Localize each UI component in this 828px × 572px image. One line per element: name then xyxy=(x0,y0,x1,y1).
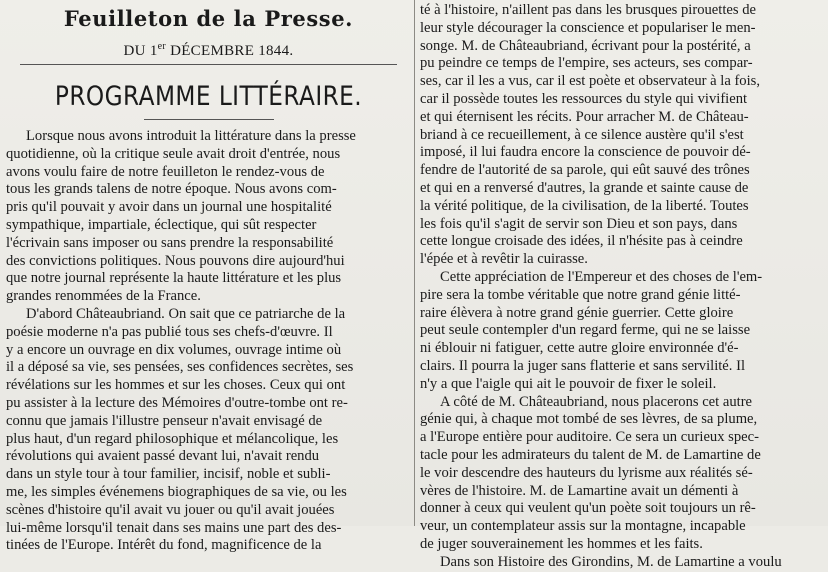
text-line: veur, un contemplateur assis sur la montagne, incapable xyxy=(420,518,746,535)
text-line: raire élèvera à notre grand génie guerrier. Cette gloire xyxy=(420,304,734,321)
text-line: et qui en a renversé d'autres, la grande et sainte cause de xyxy=(420,179,749,196)
text-line: car il possède toutes les ressources du style qui vivifient xyxy=(420,90,748,107)
text-line: pu assister à la lecture des Mémoires d'outre-tombe ont re- xyxy=(6,394,348,411)
text-line: Dans son Histoire des Girondins, M. de Lamartine a voulu xyxy=(440,553,782,570)
text-line: plus haut, d'un regard philosophique et mélancolique, les xyxy=(6,430,339,447)
text-line: l'écrivain sans imposer ou sans prendre la responsabilité xyxy=(6,234,334,251)
text-line: vères de l'histoire. M. de Lamartine avait un démenti à xyxy=(420,482,739,499)
dateline xyxy=(6,34,411,60)
text-line: clairs. Il pourra la juger sans flatterie et sans servilité. Il xyxy=(420,357,745,374)
text-line: les fois qu'il s'agit de servir son Dieu et son pays, dans xyxy=(420,215,738,232)
text-line: peut seule contempler d'un regard ferme, qui ne se laisse xyxy=(420,322,751,339)
text-line: poésie moderne n'a pas publié tous ses chefs-d'œuvre. Il xyxy=(6,323,333,340)
masthead-rule xyxy=(20,64,397,65)
text-line: leur style décourager la conscience et populariser le men- xyxy=(420,19,756,36)
dateline-superscript: er xyxy=(157,41,167,52)
text-line: D'abord Châteaubriand. On sait que ce patriarche de la xyxy=(26,305,346,322)
column-divider xyxy=(414,0,415,526)
right-column xyxy=(420,0,824,570)
text-line: que notre journal représente la haute littérature et les plus xyxy=(6,270,342,287)
text-line: et qui éternisent les récits. Pour arracher M. de Château- xyxy=(420,108,749,125)
text-line: révolutions qui avaient passé devant lui, n'avait rendu xyxy=(6,448,320,465)
text-line: tous les grands talens de notre époque. Nous avons com- xyxy=(6,181,337,198)
text-line: pu peindre ce temps de l'empire, ses acteurs, ses compar- xyxy=(420,55,753,72)
article-headline: PROGRAMME LITTÉRAIRE. xyxy=(54,81,363,112)
text-line: tacle pour les admirateurs du talent de M. de Lamartine de xyxy=(420,446,761,463)
text-line: lui-même lorsqu'il tenait dans ses mains une part des des- xyxy=(6,519,342,536)
text-line: des convictions politiques. Nous pouvons dire aujourd'hui xyxy=(6,252,345,269)
masthead: Feuilleton de la Presse. xyxy=(63,6,354,31)
text-line: tinées de l'Europe. Intérêt du fond, magnificence de la xyxy=(6,537,322,554)
text-line: de juger souverainement les hommes et les faits. xyxy=(420,535,703,552)
text-line: ses, car il les a vus, car il est poète et observateur à la fois, xyxy=(420,73,760,90)
text-line: A côté de M. Châteaubriand, nous placerons cet autre xyxy=(440,393,753,410)
headline-rule xyxy=(144,119,274,120)
text-line: sympathique, impartiale, éclectique, qui sût respecter xyxy=(6,216,317,233)
text-line: pris qu'il pouvait y avoir dans un journal une hospitalité xyxy=(6,199,332,216)
text-line: n'y a que l'aigle qui ait le pouvoir de fixer le soleil. xyxy=(420,375,717,392)
text-line: donner à ceux qui veulent qu'un poète soit toujours un rê- xyxy=(420,500,756,517)
dateline-prefix: DU 1 xyxy=(123,43,158,59)
text-line: grandes renommées de la France. xyxy=(6,288,201,305)
text-line: cette longue croisade des idées, il n'hésite pas à ceindre xyxy=(420,233,743,250)
text-line: la vérité politique, de la civilisation, de la liberté. Toutes xyxy=(420,197,749,214)
text-line: le voir descendre des hauteurs du lyrisme aux réalités sé- xyxy=(420,464,753,481)
text-line: me, les simples événemens biographiques de sa vie, ou les xyxy=(6,483,347,500)
text-line: briand à ce recueillement, à ce silence austère qu'il s'est xyxy=(420,126,744,143)
text-line: Lorsque nous avons introduit la littérature dans la presse xyxy=(26,128,356,144)
text-line: dans un style tour à tour familier, incisif, noble et subli- xyxy=(6,466,331,483)
left-column xyxy=(6,0,411,554)
left-article-body xyxy=(6,128,411,555)
text-line: génie qui, à chaque mot tombé de ses lèvres, de sa plume, xyxy=(420,411,758,428)
text-line: fendre de l'autorité de sa parole, qui eût sauvé des trônes xyxy=(420,162,750,179)
dateline-suffix: DÉCEMBRE 1844. xyxy=(166,43,294,59)
text-line: y a encore un ouvrage en dix volumes, ouvrage intime où xyxy=(6,341,342,358)
text-line: quotidienne, où la critique seule avait droit d'entrée, nous xyxy=(6,145,341,162)
text-line: pire sera la tombe véritable que notre grand génie litté- xyxy=(420,286,741,303)
text-line: connu que jamais l'illustre penseur n'avait envisagé de xyxy=(6,412,323,429)
text-line: té à l'histoire, n'aillent pas dans les brusques pirouettes de xyxy=(420,2,756,18)
text-line: songe. M. de Châteaubriand, écrivant pour la postérité, a xyxy=(420,37,751,54)
text-line: imposé, il lui faudra encore la conscience de pouvoir dé- xyxy=(420,144,751,161)
text-line: Cette appréciation de l'Empereur et des choses de l'em- xyxy=(440,268,763,285)
text-line: révélations sur les hommes et sur les choses. Ceux qui ont xyxy=(6,377,346,394)
text-line: avons voulu faire de notre feuilleton le rendez-vous de xyxy=(6,163,325,180)
text-line: il a déposé sa vie, ses pensées, ses confidences secrètes, ses xyxy=(6,359,354,376)
text-line: a l'Europe entière pour auditoire. Ce sera un curieux spec- xyxy=(420,429,759,446)
right-article-body xyxy=(420,2,824,572)
text-line: scènes d'histoire qu'il avait vu jouer ou qu'il avait jouées xyxy=(6,501,335,518)
text-line: ni éblouir ni fatiguer, cette autre gloire environnée d'é- xyxy=(420,340,739,357)
text-line: l'épée et à revêtir la cuirasse. xyxy=(420,251,588,268)
